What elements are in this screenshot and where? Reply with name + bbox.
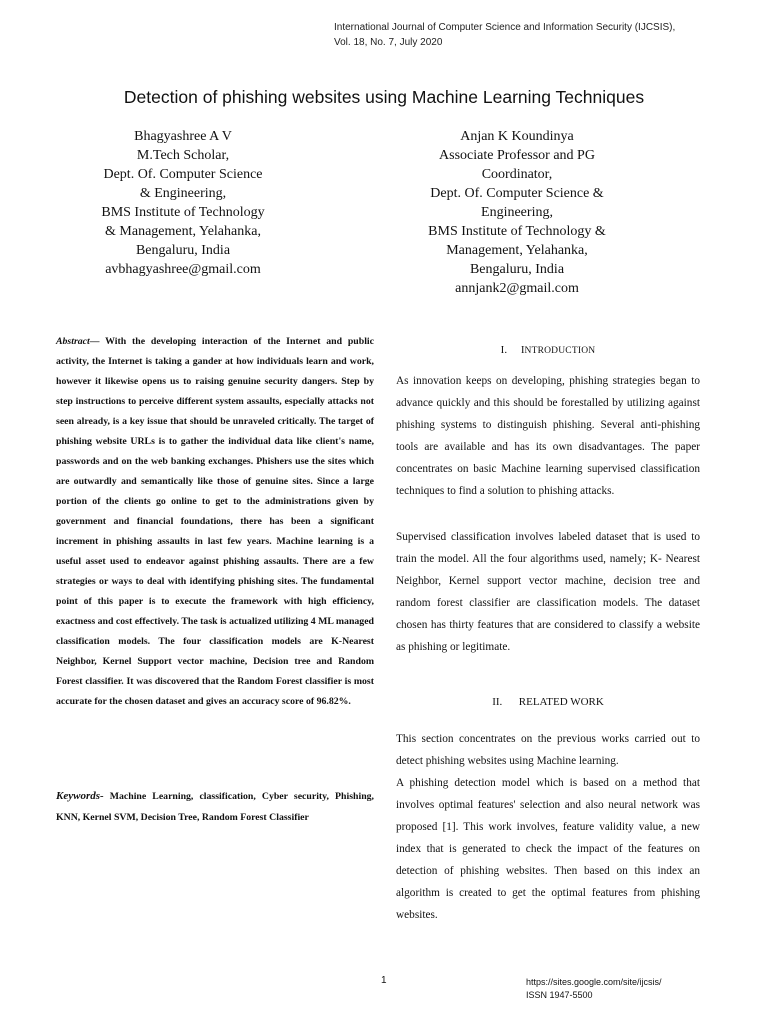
journal-name: International Journal of Computer Science and Information Security (IJCSIS), [334, 22, 676, 33]
author-1-name: Bhagyashree A V [134, 129, 232, 144]
journal-volume: Vol. 18, No. 7, July 2020 [334, 37, 443, 48]
abstract-text: With the developing interaction of the Internet and public activity, the Internet is taking a gander at how individuals learn and work, however it likewise opens us to raising genuine security dangers. Step by step instructions to perceive different system assaults, especially attacks not seen already, is a key issue that should be unraveled critically. The target of phishing website URLs is to gather the individual data like client's name, passwords and on the web banking exchanges. Phishers use the sites which are outwardly and semantically like those of genuine sites. Since a large portion of the clients go online to get to the administrations given by government and financial foundations, there has been a significant increment in phishing assaults in last few years. Machine learning is a useful asset used to endeavor against phishing assaults. There are a few strategies or ways to deal with identifying phishing sites. The fundamental point of this paper is to execute the framework with high efficiency, exactness and cost effectively. The task is actualized utilizing 4 ML managed classification models. The four classification models are K-Nearest Neighbor, Kernel Support vector machine, Decision tree and Random Forest classifier. It was discovered that the Random Forest classifier is most accurate for the chosen dataset and gives an accuracy score of 96.82%. [56, 336, 374, 707]
section-heading-related-work [396, 696, 700, 708]
author-2-dept-cont: Engineering, [481, 205, 553, 220]
section-heading-introduction [396, 344, 700, 356]
author-2-role: Associate Professor and PG [439, 148, 595, 163]
author-block-1 [84, 127, 282, 279]
related-paragraph-2: A phishing detection model which is based on a method that involves optimal features' selection and also neural network was proposed [1]. This work involves, feature validity value, a new index that is generated to check the impact of the features on detection of phishing websites. Then based on this index an algorithm is created to get the optimal features from phishing websites. [396, 777, 700, 921]
author-1-role: M.Tech Scholar, [136, 148, 230, 163]
author-2-institute: BMS Institute of Technology & [428, 224, 606, 239]
author-2-institute-cont: Management, Yelahanka, [446, 243, 588, 258]
author-2-city: Bengaluru, India [469, 262, 565, 277]
keywords [56, 786, 374, 828]
author-1-institute-cont: & Management, Yelahanka, [105, 224, 261, 239]
keywords-text: Machine Learning, classification, Cyber security, Phishing, KNN, Kernel SVM, Decision Tree, Random Forest Classifier [56, 791, 374, 823]
section-1-title: NTRODUCTION [524, 346, 596, 356]
author-1-dept-cont: & Engineering, [139, 186, 227, 201]
section-1-numeral: I. [500, 344, 508, 356]
footer [526, 976, 662, 1002]
author-2-role-cont: Coordinator, [481, 167, 553, 182]
related-paragraph-1: This section concentrates on the previous works carried out to detect phishing websites using Machine learning. [396, 733, 700, 767]
author-1-city: Bengaluru, India [135, 243, 231, 258]
abstract [56, 332, 374, 712]
page-number: 1 [381, 975, 387, 986]
section-2-numeral: II. [492, 696, 503, 708]
section-2-title: RELATED WORK [518, 696, 604, 708]
intro-paragraph-1: As innovation keeps on developing, phishing strategies began to advance quickly and this should be forestalled by utilizing against phishing systems to distinguish phishing. Several anti-phishing tools are available and has its own disadvantages. The paper concentrates on basic Machine learning supervised classification techniques to find a solution to phishing attacks. [396, 375, 700, 497]
author-1-email: avbhagyashree@gmail.com [105, 262, 261, 277]
intro-paragraph-2: Supervised classification involves labeled dataset that is used to train the model. All the four algorithms used, namely; K- Nearest Neighbor, Kernel support vector machine, decision tree and random forest classifier are classification models. The dataset chosen has thirty features that are considered to classify a website as phishing or legitimate. [396, 531, 700, 653]
footer-issn: ISSN 1947-5500 [526, 990, 593, 1000]
author-1-dept: Dept. Of. Computer Science [103, 167, 263, 182]
author-2-dept: Dept. Of. Computer Science & [430, 186, 604, 201]
author-block-2 [404, 127, 630, 298]
author-1-institute: BMS Institute of Technology [101, 205, 265, 220]
paper-title: Detection of phishing websites using Machine Learning Techniques [123, 87, 645, 107]
author-2-email: annjank2@gmail.com [455, 281, 579, 296]
keywords-label: Keywords- [56, 790, 104, 802]
footer-url: https://sites.google.com/site/ijcsis/ [526, 977, 662, 987]
journal-header [334, 20, 675, 50]
author-2-name: Anjan K Koundinya [460, 129, 574, 144]
section-1-initial: I [520, 344, 525, 356]
abstract-label: Abstract— [56, 336, 100, 347]
